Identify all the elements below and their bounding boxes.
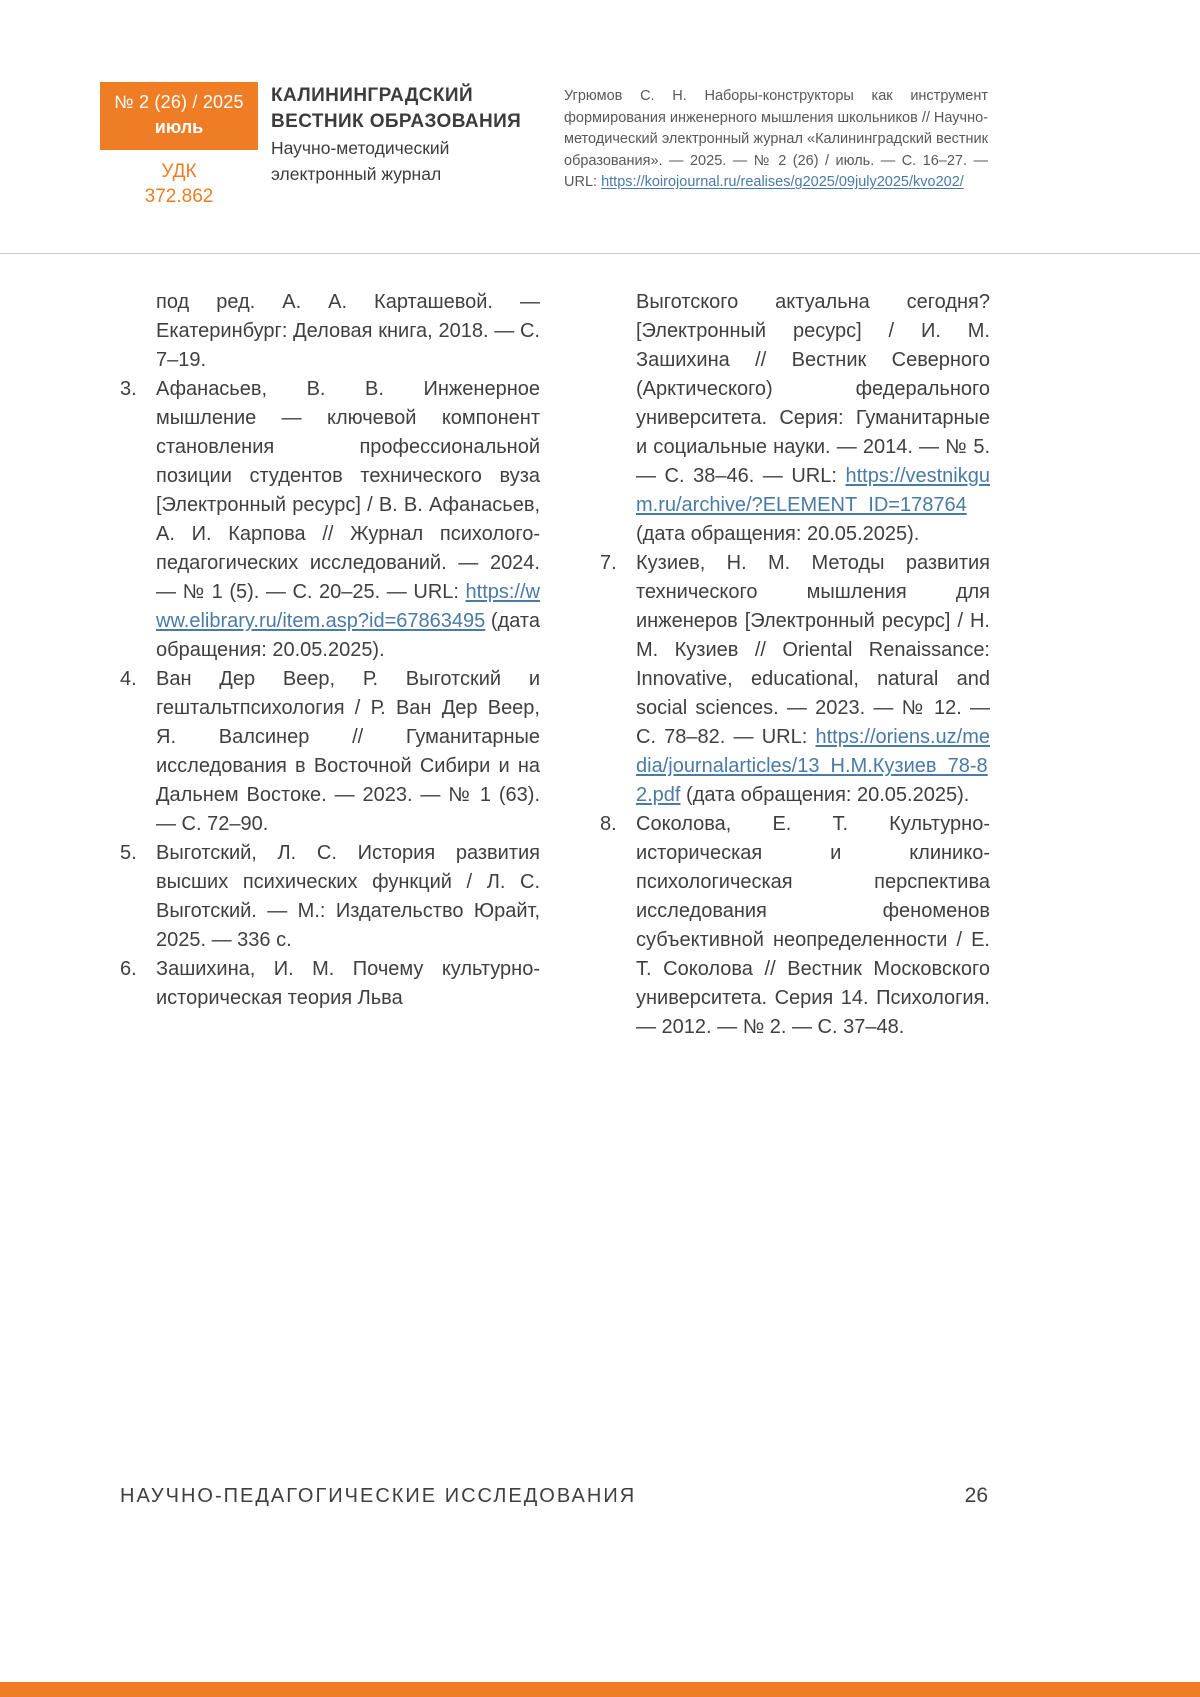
issue-badge: [100, 82, 258, 150]
reference-number: 8.: [600, 813, 617, 835]
references-section: [120, 288, 990, 1042]
reference-text: [156, 955, 540, 1013]
article-citation: [564, 82, 988, 194]
journal-title-line-2: ВЕСТНИК ОБРАЗОВАНИЯ: [271, 111, 522, 132]
reference-item: [120, 665, 540, 839]
journal-subtitle-line-1: Научно-методический: [271, 138, 450, 158]
issue-column: [100, 82, 258, 209]
udk-label: УДК: [161, 161, 197, 182]
text-run: Ван Дер Веер, Р. Выготский и гештальтпсихология / Р. Ван Дер Веер, Я. Валсинер // Гуманитарные исследования в Восточной Сибири и на Дальнем Востоке. — 2023. — № 1 (63). — С. 72–90.: [156, 668, 540, 835]
text-run: Угрюмов С. Н. Наборы-конструкторы как инструмент формирования инженерного мышления школьников // Научно-методический электронный журнал «Калининградский вестник образования». — 2025. — № 2 (26) / июль. — С. 16–27. — URL:: [564, 88, 988, 190]
text-run: (дата обращения: 20.05.2025).: [156, 610, 540, 661]
reference-item: [120, 955, 540, 1013]
reference-text: [156, 665, 540, 839]
text-run: Афанасьев, В. В. Инженерное мышление — ключевой компонент становления профессиональной позиции студентов технического вуза [Электронный ресурс] / В. В. Афанасьев, А. И. Карпова // Журнал психолого-педагогических исследований. — 2024. — № 1 (5). — С. 20–25. — URL:: [156, 378, 540, 603]
references-column-left: [120, 288, 540, 1042]
journal-title-block: [271, 82, 533, 187]
text-run: (дата обращения: 20.05.2025).: [680, 784, 970, 806]
url-link[interactable]: https://vestnikgum.ru/archive/?ELEMENT_ID=178764: [636, 465, 990, 516]
references-column-right: [600, 288, 990, 1042]
reference-text: [156, 288, 540, 375]
reference-text: [636, 810, 990, 1042]
reference-number: 7.: [600, 552, 617, 574]
text-run: Зашихина, И. М. Почему культурно-историческая теория Льва: [156, 958, 540, 1009]
udk-code: [100, 159, 258, 209]
page-header: [100, 82, 988, 209]
footer-section-title: НАУЧНО-ПЕДАГОГИЧЕСКИЕ ИССЛЕДОВАНИЯ: [120, 1485, 637, 1507]
reference-text: [636, 549, 990, 810]
journal-subtitle-line-2: электронный журнал: [271, 164, 442, 184]
text-run: Выготский, Л. С. История развития высших психических функций / Л. С. Выготский. — М.: Издательство Юрайт, 2025. — 336 с.: [156, 842, 540, 951]
reference-item: [600, 810, 990, 1042]
header-divider: [0, 253, 1200, 254]
reference-item: [600, 549, 990, 810]
text-run: (дата обращения: 20.05.2025).: [636, 523, 920, 545]
reference-number: 3.: [120, 378, 137, 400]
reference-item: [120, 375, 540, 665]
reference-item: [600, 288, 990, 549]
reference-item: [120, 839, 540, 955]
issue-number: № 2 (26) / 2025: [114, 92, 244, 112]
udk-value: 372.862: [144, 186, 214, 207]
footer-accent-bar: [0, 1682, 1200, 1697]
url-link[interactable]: https://oriens.uz/media/journalarticles/13_Н.М.Кузиев_78-82.pdf: [636, 726, 990, 806]
issue-month: июль: [154, 117, 204, 137]
reference-number: 6.: [120, 958, 137, 980]
reference-number: 5.: [120, 842, 137, 864]
reference-text: [156, 375, 540, 665]
text-run: Выготского актуальна сегодня? [Электронный ресурс] / И. М. Зашихина // Вестник Северного (Арктического) федерального университета. Серия: Гуманитарные и социальные науки. — 2014. — № 5. — С. 38–46. — URL:: [636, 291, 990, 487]
reference-number: 4.: [120, 668, 137, 690]
text-run: Кузиев, Н. М. Методы развития технического мышления для инженеров [Электронный ресурс] / Н. М. Кузиев // Oriental Renaissance: Innovative, educational, natural and social sciences. — 2023. — № 12. — С. 78–82. — URL:: [636, 552, 990, 748]
page-number: 26: [964, 1484, 988, 1507]
reference-text: [156, 839, 540, 955]
page-footer: [120, 1484, 988, 1508]
reference-text: [636, 288, 990, 549]
url-link[interactable]: https://koirojournal.ru/realises/g2025/09july2025/kvo202/: [601, 174, 964, 190]
url-link[interactable]: https://www.elibrary.ru/item.asp?id=67863495: [156, 581, 540, 632]
text-run: Соколова, Е. Т. Культурно-историческая и клинико-психологическая перспектива исследования феноменов субъективной неопределенности / Е. Т. Соколова // Вестник Московского университета. Серия 14. Психология. — 2012. — № 2. — С. 37–48.: [636, 813, 990, 1038]
journal-title-line-1: КАЛИНИНГРАДСКИЙ: [271, 85, 474, 106]
text-run: под ред. А. А. Карташевой. — Екатеринбург: Деловая книга, 2018. — С. 7–19.: [156, 291, 540, 371]
reference-item: [120, 288, 540, 375]
